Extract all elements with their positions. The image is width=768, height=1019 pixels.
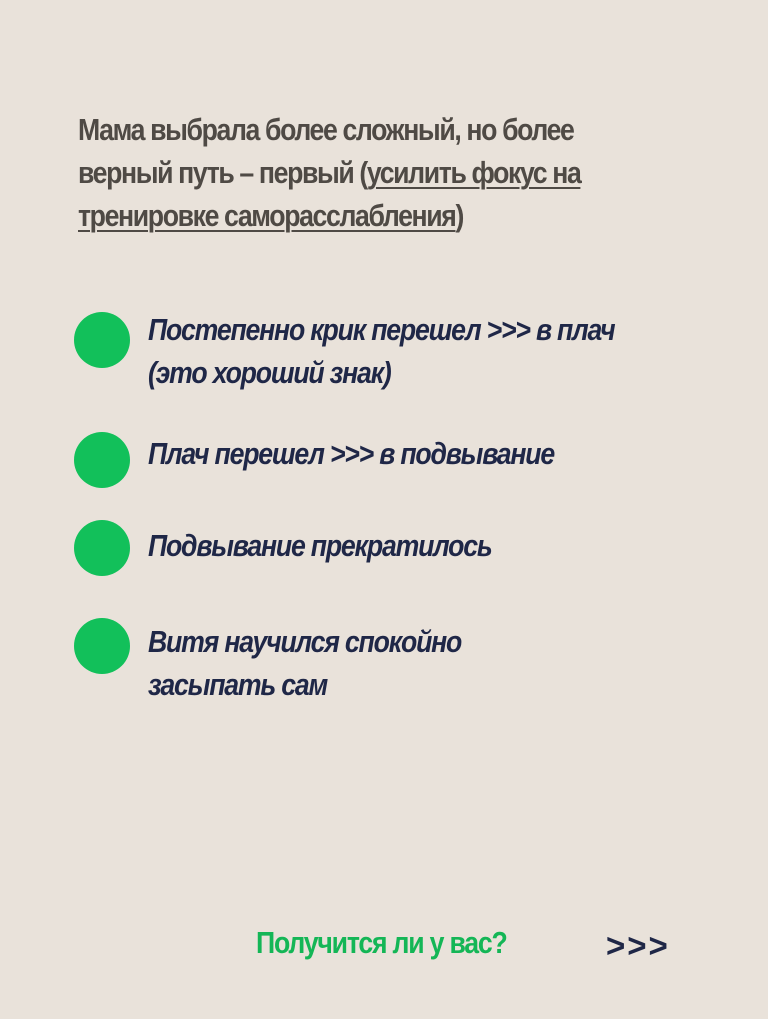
list-item-text	[148, 620, 461, 706]
list-item-text	[148, 432, 554, 475]
next-question-link[interactable]: Получится ли у вас?	[256, 925, 507, 960]
list-item-line-2: засыпать сам	[148, 667, 328, 702]
green-bullet-icon	[74, 312, 130, 368]
list-item-line-1: Плач перешел >>> в подвывание	[148, 436, 555, 471]
list-item-line-1: Подвывание прекратилось	[148, 528, 492, 563]
intro-line-2-text: верный путь – первый (	[78, 155, 367, 190]
list-item-text	[148, 524, 492, 567]
intro-link-part-1[interactable]: усилить фокус на	[366, 155, 581, 190]
next-arrows-icon[interactable]: >>>	[606, 927, 670, 964]
list-item-line-1: Витя научился спокойно	[148, 624, 462, 659]
list-item-line-2: (это хороший знак)	[148, 355, 391, 390]
list-item-line-1: Постепенно крик перешел >>> в плач	[148, 312, 615, 347]
intro-line-1: Мама выбрала более сложный, но более	[78, 112, 574, 147]
green-bullet-icon	[74, 432, 130, 488]
intro-link-part-2[interactable]: тренировке саморасслабления	[78, 198, 456, 233]
green-bullet-icon	[74, 520, 130, 576]
intro-line-3-text: )	[455, 198, 463, 233]
list-item-text	[148, 308, 614, 394]
green-bullet-icon	[74, 618, 130, 674]
